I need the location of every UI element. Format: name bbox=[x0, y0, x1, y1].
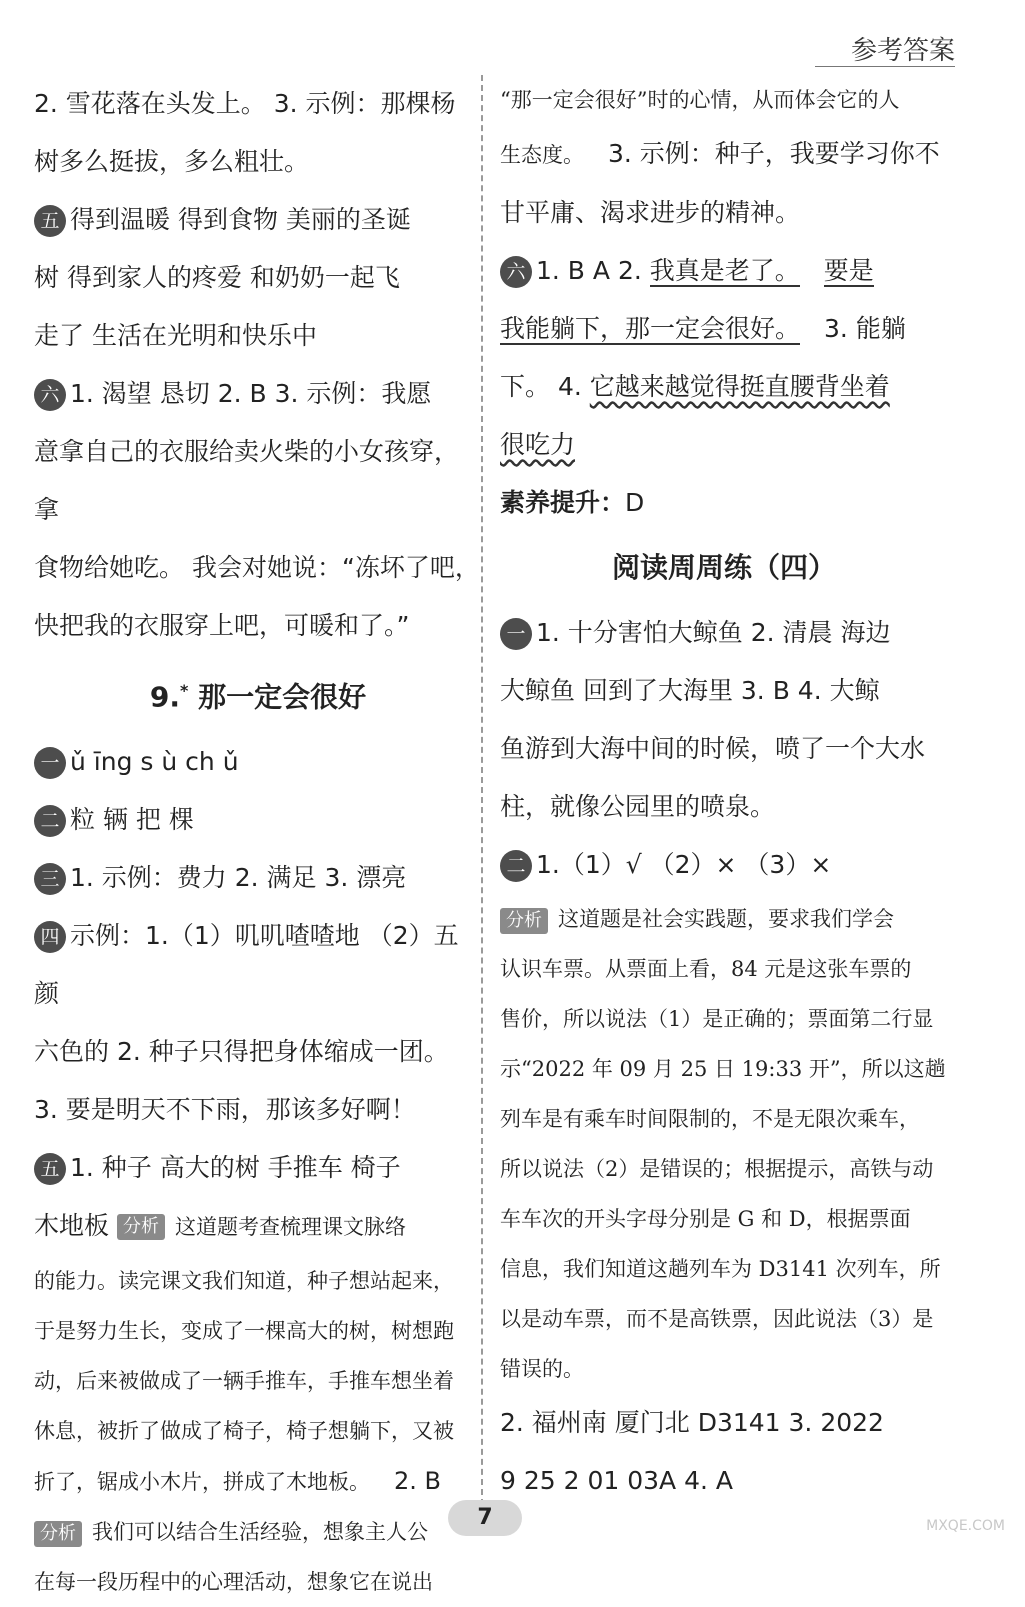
analysis-line: 认识车票。从票面上看，84 元是这张车票的 bbox=[500, 957, 912, 981]
watermark-logo: MXQE.COM bbox=[926, 1518, 1005, 1534]
answer-line bbox=[34, 1197, 482, 1256]
right-column bbox=[500, 75, 948, 1510]
answer-line: 走了 生活在光明和快乐中 bbox=[34, 321, 317, 350]
suyang-line bbox=[500, 474, 948, 532]
section-badge: 四 bbox=[34, 921, 66, 953]
analysis-line: 以是动车票，而不是高铁票，因此说法（3）是 bbox=[500, 1307, 934, 1331]
answer-line bbox=[500, 416, 948, 474]
underlined-answer: 我能躺下，那一定会很好。 bbox=[500, 314, 801, 343]
analysis-line: 列车是有乘车时间限制的，不是无限次乘车， bbox=[500, 1107, 920, 1131]
analysis-line: 所以说法（2）是错误的；根据提示，高铁与动 bbox=[500, 1157, 934, 1181]
section-badge: 六 bbox=[500, 256, 532, 288]
section-badge: 五 bbox=[34, 205, 66, 237]
question-two bbox=[34, 791, 482, 849]
analysis-line: 信息，我们知道这趟列车为 D3141 次列车，所 bbox=[500, 1257, 941, 1281]
section-six bbox=[34, 365, 482, 423]
answer-line: 鱼游到大海中间的时候，喷了一个大水 bbox=[500, 734, 926, 763]
answer-text: 1.（1）√ （2）× （3）× bbox=[536, 850, 832, 879]
answer-line bbox=[500, 358, 948, 416]
analysis-line bbox=[34, 1456, 482, 1507]
answer-text: 示例：1.（1）叽叽喳喳地 （2）五颜 bbox=[34, 921, 459, 1009]
underlined-answer: 我真是老了。 bbox=[649, 256, 800, 285]
analysis-line: “那一定会很好”时的心情，从而体会它的人 bbox=[500, 88, 900, 112]
question-three bbox=[34, 849, 482, 907]
analysis-tag: 分析 bbox=[117, 1214, 165, 1240]
answer-text: 3. 示例：种子，我要学习你不 bbox=[608, 139, 940, 168]
answer-line: 柱，就像公园里的喷泉。 bbox=[500, 792, 776, 821]
analysis-tag: 分析 bbox=[500, 908, 548, 934]
analysis-text: 生态度。 bbox=[500, 143, 584, 167]
answer-line: 树多么挺拔，多么粗壮。 bbox=[34, 147, 310, 176]
page-number: 7 bbox=[448, 1500, 522, 1536]
answer-text: 1. 渴望 恳切 2. B 3. 示例：我愿 bbox=[70, 379, 432, 408]
analysis-line: 于是努力生长，变成了一棵高大的树，树想跑 bbox=[34, 1319, 454, 1344]
section-badge: 三 bbox=[34, 863, 66, 895]
section-badge: 一 bbox=[500, 618, 532, 650]
analysis-line bbox=[34, 1507, 482, 1557]
answer-text: 1. 种子 高大的树 手推车 椅子 bbox=[70, 1153, 401, 1183]
answer-text: 得到温暖 得到食物 美丽的圣诞 bbox=[70, 205, 411, 234]
wavy-underlined-answer: 很吃力 bbox=[500, 430, 576, 459]
question-five bbox=[34, 1139, 482, 1197]
answer-text: ǔ īng s ù ch ǔ bbox=[70, 747, 239, 777]
week-question-two bbox=[500, 836, 948, 894]
analysis-line: 动，后来被做成了一辆手推车，手推车想坐着 bbox=[34, 1369, 454, 1394]
answer-line: 9 25 2 01 03A 4. A bbox=[500, 1466, 733, 1495]
underlined-answer: 要是 bbox=[823, 256, 874, 285]
analysis-tag: 分析 bbox=[34, 1521, 82, 1547]
header-rule bbox=[815, 66, 955, 67]
analysis-text: 我们可以结合生活经验，想象主人公 bbox=[92, 1520, 428, 1545]
answer-line: 大鲸鱼 回到了大海里 3. B 4. 大鲸 bbox=[500, 676, 880, 705]
analysis-line: 在每一段历程中的心理活动，想象它在说出 bbox=[34, 1570, 433, 1595]
section-badge: 六 bbox=[34, 379, 66, 411]
answer-line bbox=[500, 125, 948, 184]
analysis-line: 的能力。读完课文我们知道，种子想站起来， bbox=[34, 1269, 454, 1294]
analysis-line: 错误的。 bbox=[500, 1357, 584, 1381]
answer-text: 木地板 bbox=[34, 1211, 110, 1241]
left-column bbox=[34, 75, 482, 1607]
answer-line: 2. 雪花落在头发上。 3. 示例：那棵杨 bbox=[34, 89, 456, 118]
lesson-name: 那一定会很好 bbox=[198, 680, 367, 714]
section-five bbox=[34, 191, 482, 249]
answer-text: 粒 辆 把 棵 bbox=[70, 805, 194, 835]
analysis-line: 休息，被折了做成了椅子，椅子想躺下，又被 bbox=[34, 1419, 454, 1444]
answer-line: 六色的 2. 种子只得把身体缩成一团。 bbox=[34, 1037, 449, 1067]
suyang-label: 素养提升： bbox=[500, 488, 626, 517]
analysis-text: 折了，锯成小木片，拼成了木地板。 bbox=[34, 1470, 370, 1495]
wavy-underlined-answer: 它越来越觉得挺直腰背坐着 bbox=[589, 372, 890, 401]
analysis-line bbox=[500, 894, 948, 944]
section-badge: 二 bbox=[34, 805, 66, 837]
analysis-line: 示“2022 年 09 月 25 日 19:33 开”，所以这趟 bbox=[500, 1057, 946, 1081]
answer-text: 2. B bbox=[394, 1467, 441, 1496]
question-four bbox=[34, 907, 482, 1023]
answer-text: D bbox=[625, 488, 645, 517]
lesson-title bbox=[34, 661, 482, 727]
answer-line: 快把我的衣服穿上吧，可暖和了。” bbox=[34, 611, 410, 640]
answer-line: 意拿自己的衣服给卖火柴的小女孩穿，拿 bbox=[34, 437, 460, 524]
answer-text: 下。 4. bbox=[500, 372, 582, 401]
section-badge: 五 bbox=[34, 1153, 66, 1185]
analysis-text: 这道题是社会实践题，要求我们学会 bbox=[558, 907, 894, 931]
analysis-line: 售价，所以说法（1）是正确的；票面第二行显 bbox=[500, 1007, 934, 1031]
answer-line: 2. 福州南 厦门北 D3141 3. 2022 bbox=[500, 1408, 884, 1437]
answer-text: 1. 示例：费力 2. 满足 3. 漂亮 bbox=[70, 863, 407, 893]
answer-text: 3. 能躺 bbox=[824, 314, 906, 343]
lesson-number: 9. bbox=[149, 680, 180, 714]
week-title: 阅读周周练（四） bbox=[611, 551, 836, 584]
answer-line: 3. 要是明天不下雨，那该多好啊！ bbox=[34, 1095, 416, 1125]
section-badge: 二 bbox=[500, 850, 532, 882]
answer-text: 1. 十分害怕大鲸鱼 2. 清晨 海边 bbox=[536, 618, 891, 647]
answer-line: 树 得到家人的疼爱 和奶奶一起飞 bbox=[34, 263, 400, 292]
question-one bbox=[34, 733, 482, 791]
answer-line bbox=[500, 300, 948, 358]
analysis-text: 这道题考查梳理课文脉络 bbox=[174, 1215, 406, 1240]
answer-line: 甘平庸、渴求进步的精神。 bbox=[500, 198, 801, 227]
section-badge: 一 bbox=[34, 747, 66, 779]
header-title: 参考答案 bbox=[850, 36, 955, 66]
analysis-line: 车车次的开头字母分别是 G 和 D，根据票面 bbox=[500, 1207, 911, 1231]
answer-line: 食物给她吃。 我会对她说：“冻坏了吧， bbox=[34, 553, 480, 582]
lesson-star: * bbox=[179, 681, 189, 700]
answer-text: 1. B A 2. bbox=[536, 256, 642, 285]
section-six bbox=[500, 242, 948, 300]
week-question-one bbox=[500, 604, 948, 662]
